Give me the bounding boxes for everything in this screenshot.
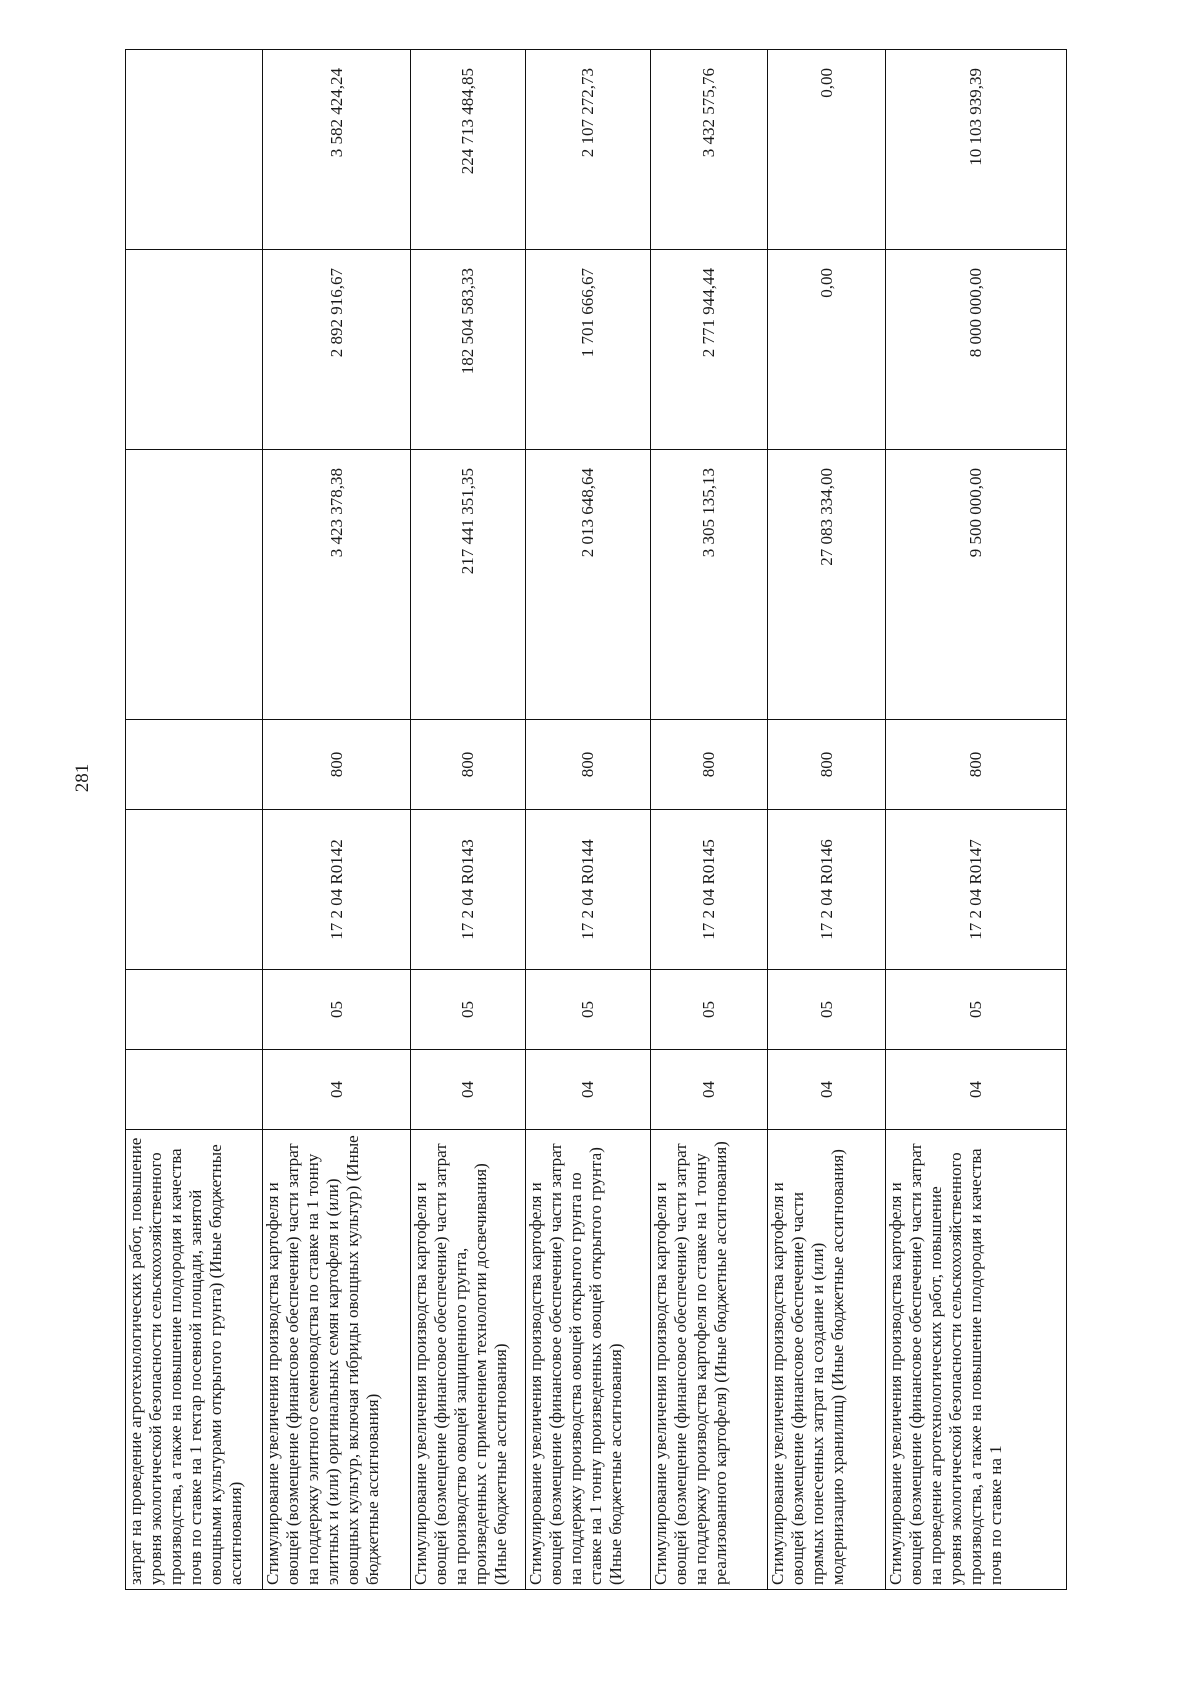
amount-year-1: 27 083 334,00: [768, 450, 886, 720]
expense-type-code: [126, 720, 263, 810]
row-description: Стимулирование увеличения производства картофеля и овощей (возмещение (финансовое обеспечение) части прямых понесенных затрат на создание и (или) модернизацию хранилищ) (Иные бюджетные ассигнования): [768, 1130, 886, 1590]
program-code: 04: [651, 1050, 768, 1130]
amount-year-3: [126, 50, 263, 250]
amount-year-2: 2 892 916,67: [263, 250, 411, 450]
amount-year-2: [126, 250, 263, 450]
table-row: [886, 50, 1067, 1590]
table-row: [126, 50, 263, 1590]
target-article-code: 17 2 04 R0145: [651, 810, 768, 970]
target-article-code: 17 2 04 R0147: [886, 810, 1067, 970]
amount-year-3: 3 582 424,24: [263, 50, 411, 250]
target-article-code: 17 2 04 R0142: [263, 810, 411, 970]
row-description: Стимулирование увеличения производства картофеля и овощей (возмещение (финансовое обеспечение) части затрат на проведение агротехнологических работ, повышение уровня экологической безопасности сельскохозяйственного производства, а также на повышение плодородия и качества почв по ставке на 1: [886, 1130, 1067, 1590]
amount-year-1: 3 423 378,38: [263, 450, 411, 720]
table-row: [768, 50, 886, 1590]
program-code: 04: [526, 1050, 651, 1130]
program-code: 04: [263, 1050, 411, 1130]
amount-year-1: 9 500 000,00: [886, 450, 1067, 720]
expense-type-code: 800: [263, 720, 411, 810]
program-code: 04: [768, 1050, 886, 1130]
expense-type-code: 800: [768, 720, 886, 810]
row-description: Стимулирование увеличения производства картофеля и овощей (возмещение (финансовое обеспечение) части затрат на поддержку элитного семеноводства по ставке на 1 тонну элитных и (или) оригинальных семян картофеля и (или) овощных культур, включая гибриды овощных культур) (Иные бюджетные ассигнования): [263, 1130, 411, 1590]
amount-year-2: 1 701 666,67: [526, 250, 651, 450]
row-description: Стимулирование увеличения производства картофеля и овощей (возмещение (финансовое обеспечение) части затрат на поддержку производства картофеля по ставке на 1 тонну реализованного картофеля) (Иные бюджетные ассигнования): [651, 1130, 768, 1590]
program-code: 04: [886, 1050, 1067, 1130]
amount-year-1: 3 305 135,13: [651, 450, 768, 720]
amount-year-2: 8 000 000,00: [886, 250, 1067, 450]
amount-year-3: 224 713 484,85: [411, 50, 526, 250]
target-article-code: 17 2 04 R0146: [768, 810, 886, 970]
amount-year-2: 0,00: [768, 250, 886, 450]
program-code: [126, 1050, 263, 1130]
section-code: 05: [411, 970, 526, 1050]
expense-type-code: 800: [651, 720, 768, 810]
table-row: [651, 50, 768, 1590]
amount-year-1: 2 013 648,64: [526, 450, 651, 720]
amount-year-3: 0,00: [768, 50, 886, 250]
section-code: 05: [263, 970, 411, 1050]
target-article-code: 17 2 04 R0144: [526, 810, 651, 970]
section-code: 05: [886, 970, 1067, 1050]
budget-table-container: [125, 50, 1075, 1590]
target-article-code: 17 2 04 R0143: [411, 810, 526, 970]
table-row: [526, 50, 651, 1590]
section-code: 05: [651, 970, 768, 1050]
amount-year-1: 217 441 351,35: [411, 450, 526, 720]
amount-year-3: 3 432 575,76: [651, 50, 768, 250]
program-code: 04: [411, 1050, 526, 1130]
amount-year-2: 2 771 944,44: [651, 250, 768, 450]
expense-type-code: 800: [526, 720, 651, 810]
section-code: [126, 970, 263, 1050]
amount-year-3: 2 107 272,73: [526, 50, 651, 250]
row-description: Стимулирование увеличения производства картофеля и овощей (возмещение (финансовое обеспечение) части затрат на производство овощей защищенного грунта, произведенных с применением технологии досвечивания) (Иные бюджетные ассигнования): [411, 1130, 526, 1590]
amount-year-3: 10 103 939,39: [886, 50, 1067, 250]
budget-table: [125, 49, 1067, 1590]
section-code: 05: [768, 970, 886, 1050]
table-row: [411, 50, 526, 1590]
section-code: 05: [526, 970, 651, 1050]
page-number: 281: [72, 763, 93, 793]
row-description: затрат на проведение агротехнологических работ, повышение уровня экологической безопасности сельскохозяйственного производства, а также на повышение плодородия и качества почв по ставке на 1 гектар посевной площади, занятой овощными культурами открытого грунта) (Иные бюджетные ассигнования): [126, 1130, 263, 1590]
amount-year-1: [126, 450, 263, 720]
expense-type-code: 800: [886, 720, 1067, 810]
expense-type-code: 800: [411, 720, 526, 810]
table-row: [263, 50, 411, 1590]
target-article-code: [126, 810, 263, 970]
amount-year-2: 182 504 583,33: [411, 250, 526, 450]
row-description: Стимулирование увеличения производства картофеля и овощей (возмещение (финансовое обеспечение) части затрат на поддержку производства овощей открытого грунта по ставке на 1 тонну произведенных овощей открытого грунта) (Иные бюджетные ассигнования): [526, 1130, 651, 1590]
